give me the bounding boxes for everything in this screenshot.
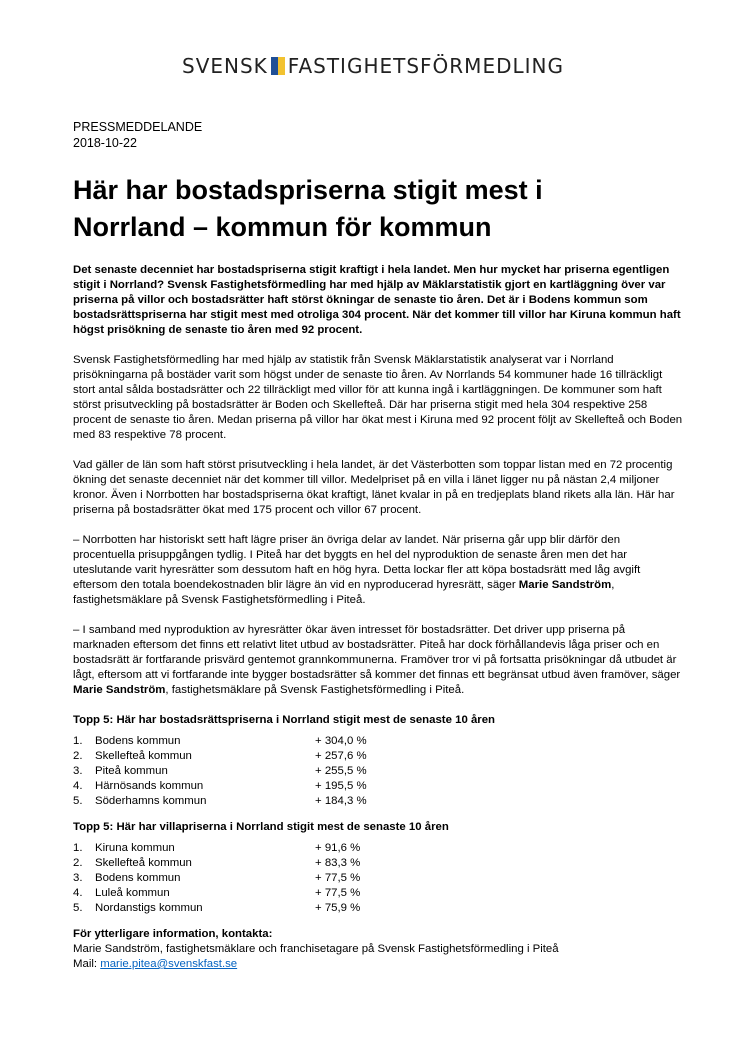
table-row	[73, 886, 360, 901]
table-cell: 1.	[73, 735, 83, 747]
table-row	[73, 841, 360, 856]
ranking-table-bostadsratter	[73, 734, 367, 809]
table-row	[73, 871, 360, 886]
table-row	[73, 779, 367, 794]
table-row	[73, 856, 360, 871]
table-row	[73, 901, 360, 916]
table-cell: + 257,6 %	[315, 750, 367, 762]
swedish-flag-icon	[271, 57, 285, 75]
table-cell: Skellefteå kommun	[95, 857, 192, 869]
table-cell: + 83,3 %	[315, 857, 361, 869]
table-cell: 2.	[73, 750, 83, 762]
list-title-bostadsratter: Topp 5: Här har bostadsrättspriserna i Norrland stigit mest de senaste 10 åren	[73, 714, 495, 726]
logo-text-right: FASTIGHETSFÖRMEDLING	[287, 54, 564, 78]
table-cell: Piteå kommun	[95, 765, 168, 777]
quote-text: – Norrbotten har historiskt sett haft lägre priser än övriga delar av landet. När priserna går upp blir därför den procentuella prisuppgången tydlig. I Piteå har det byggts en hel del nyproduktion de senaste åren men det har uteslutande varit hyresrätter som dessutom haft en hög hyra. Detta lockar fler att köpa bostadsrätt med låg avgift eftersom den totala boendekostnaden blir lägre än vid en nyproducerad hyresrätt, säger	[73, 534, 641, 591]
table-cell: Kiruna kommun	[95, 842, 175, 854]
table-cell: 4.	[73, 780, 83, 792]
contact-title: För ytterligare information, kontakta:	[73, 928, 273, 940]
body-paragraph: Vad gäller de län som haft störst prisutveckling i hela landet, är det Västerbotten som toppar listan med en 72 procentig ökning det senaste decenniet när det kommer till villor. Medelpriset på en villa i länet ligger nu på nästan 2,4 miljoner kronor. Även i Norrbotten har bostadspriserna ökat kraftigt, länet kvalar in på en tredjeplats bland rikets alla län. Här har priserna på bostadsrätter ökat med 175 procent och villor 67 procent.	[73, 459, 675, 516]
table-cell: Bodens kommun	[95, 872, 181, 884]
table-cell: 5.	[73, 902, 83, 914]
table-cell: 5.	[73, 795, 83, 807]
table-cell: + 77,5 %	[315, 872, 361, 884]
document-type: PRESSMEDDELANDE	[73, 120, 203, 134]
table-row	[73, 734, 367, 749]
list-title-villor: Topp 5: Här har villapriserna i Norrland stigit mest de senaste 10 åren	[73, 821, 449, 833]
quote-suffix: , fastighetsmäklare på Svensk Fastighetsförmedling i Piteå.	[165, 684, 465, 696]
quote-person: Marie Sandström	[73, 684, 166, 696]
table-cell: + 195,5 %	[315, 780, 367, 792]
table-cell: + 184,3 %	[315, 795, 367, 807]
table-cell: Luleå kommun	[95, 887, 170, 899]
company-logo	[0, 54, 746, 78]
contact-mail-row	[73, 957, 683, 972]
table-cell: Skellefteå kommun	[95, 750, 192, 762]
table-cell: Nordanstigs kommun	[95, 902, 203, 914]
quote-suffix: , fastighetsmäklare på Svensk Fastighetsförmedling i Piteå.	[73, 579, 615, 606]
contact-line: Marie Sandström, fastighetsmäklare och franchisetagare på Svensk Fastighetsförmedling i Piteå	[73, 943, 559, 955]
table-cell: + 75,9 %	[315, 902, 361, 914]
table-cell: 1.	[73, 842, 83, 854]
table-row	[73, 749, 367, 764]
table-cell: 4.	[73, 887, 83, 899]
lead-paragraph: Det senaste decenniet har bostadspriserna stigit kraftigt i hela landet. Men hur mycket har priserna egentligen stigit i Norrland? Svensk Fastighetsförmedling har med hjälp av Mäklarstatistik gjort en kartläggning över var priserna på villor och bostadsrätter haft störst ökningar de senaste tio åren. Det är i Bodens kommun som bostadsrättspriserna har stigit mest med otroliga 304 procent. När det kommer till villor har Kiruna kommun haft högst prisökning de senaste tio åren med 92 procent.	[73, 264, 681, 336]
table-cell: + 77,5 %	[315, 887, 361, 899]
article-body	[73, 263, 683, 972]
table-cell: 3.	[73, 765, 83, 777]
quote-text: – I samband med nyproduktion av hyresrätter ökar även intresset för bostadsrätter. Det driver upp priserna på marknaden eftersom det finns ett relativt litet utbud av bostadsrätter. Piteå har dock förhållandevis låga priser och en bostadsrätt är fortfarande prisvärd gentemot grannkommunerna. Framöver tror vi på fortsatta prisökningar då utbudet är lågt, eftersom att vi fortfarande inte bygger bostadsrätter så kommer det finnas ett begränsat utbud även framöver, säger	[73, 624, 681, 681]
quote-paragraph	[73, 623, 683, 698]
page-title: Här har bostadspriserna stigit mest i Norrland – kommun för kommun	[73, 175, 543, 242]
table-cell: Bodens kommun	[95, 735, 181, 747]
mail-link[interactable]: marie.pitea@svenskfast.se	[100, 958, 238, 970]
table-cell: Söderhamns kommun	[95, 795, 207, 807]
table-row	[73, 794, 367, 809]
document-date: 2018-10-22	[73, 136, 137, 150]
logo-text-left: SVENSK	[182, 54, 268, 78]
table-cell: 3.	[73, 872, 83, 884]
ranking-table-villor	[73, 841, 360, 916]
press-meta	[73, 119, 202, 151]
quote-paragraph	[73, 533, 683, 608]
table-cell: + 304,0 %	[315, 735, 367, 747]
quote-person: Marie Sandström	[518, 579, 612, 591]
table-cell: + 255,5 %	[315, 765, 367, 777]
table-cell: + 91,6 %	[315, 842, 361, 854]
table-cell: Härnösands kommun	[95, 780, 204, 792]
table-cell: 2.	[73, 857, 83, 869]
body-paragraph: Svensk Fastighetsförmedling har med hjälp av statistik från Svensk Mäklarstatistik analyserat var i Norrland prisökningarna på bostäder varit som högst under de senaste tio åren. Av Norrlands 54 kommuner hade 16 tillräckligt stort antal sålda bostadsrätter och 22 tillräckligt med villor för att kunna ingå i kartläggningen. De kommuner som haft störst prisutveckling på bostadsrätter är Boden och Skellefteå. Där har priserna stigit med hela 304 respektive 258 procent de senaste tio åren. Medan priserna på villor har ökat mest i Kiruna med 92 procent följt av Skellefteå och Boden med 83 respektive 78 procent.	[73, 354, 683, 441]
table-row	[73, 764, 367, 779]
mail-label: Mail:	[73, 958, 101, 970]
